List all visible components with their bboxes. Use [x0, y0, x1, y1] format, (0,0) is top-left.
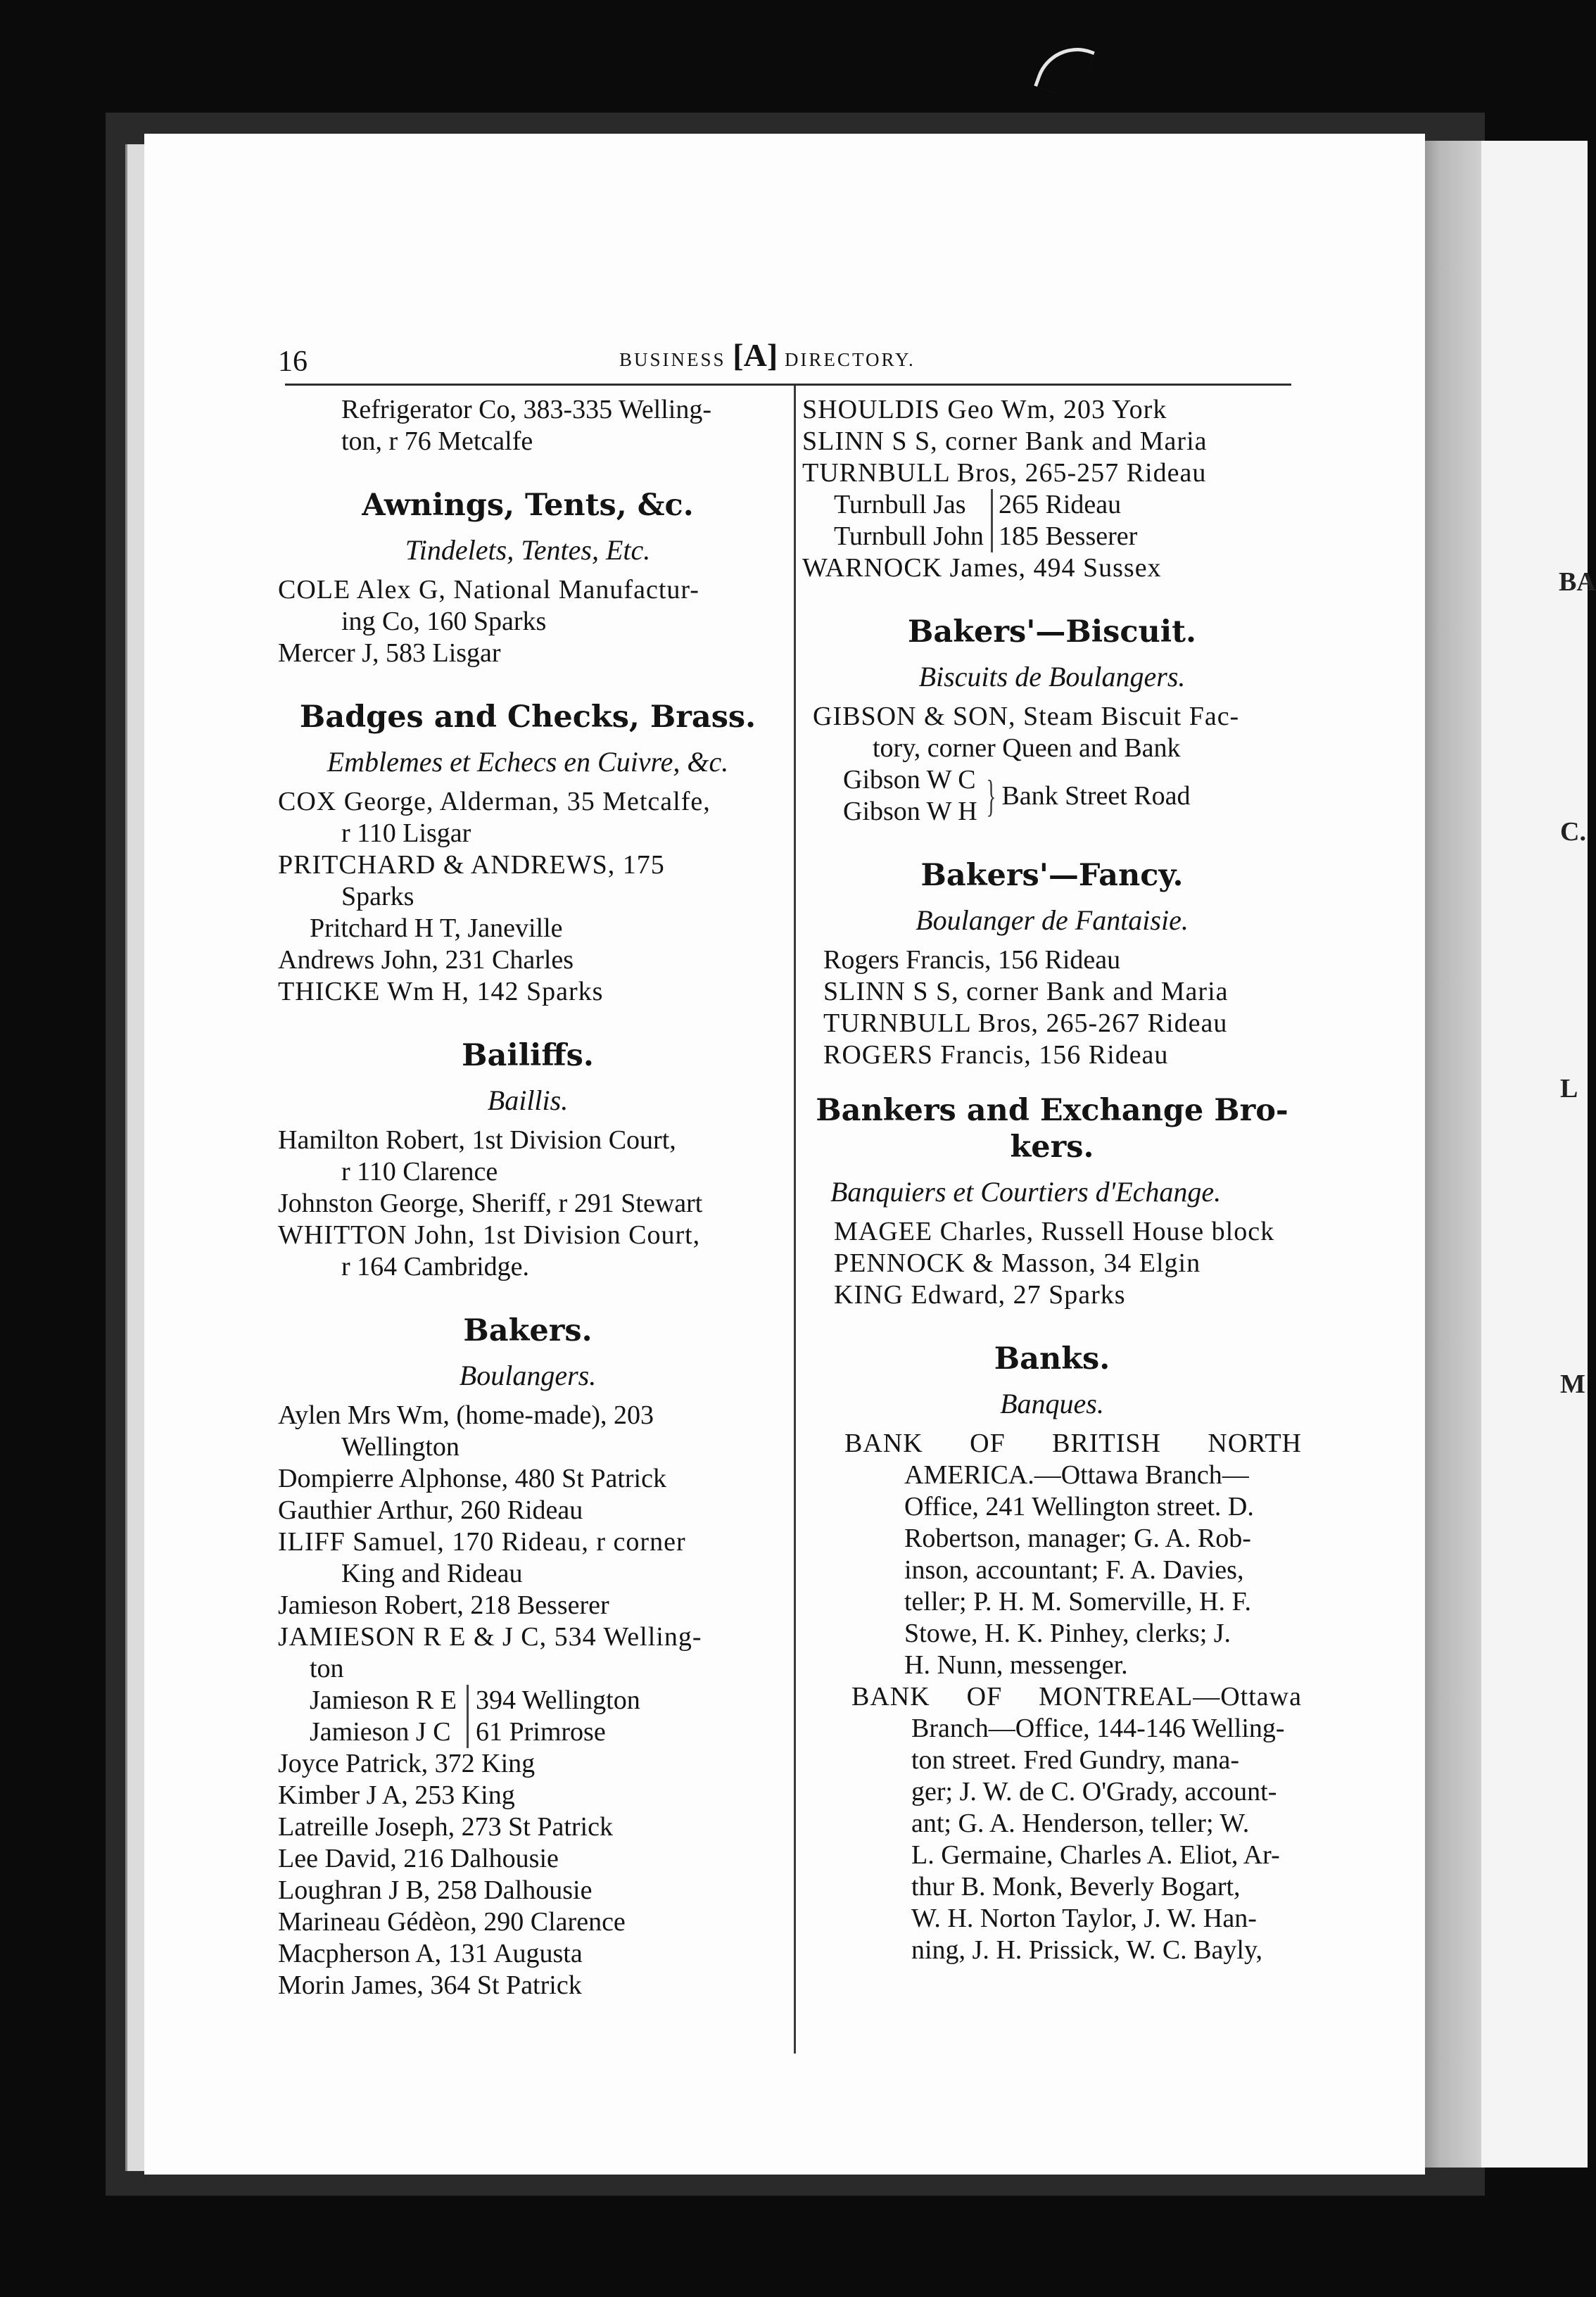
section-heading: Bakers'—Biscuit.: [908, 614, 1196, 650]
entry-line: tory, corner Queen and Bank: [873, 733, 1181, 763]
running-head-left: BUSINESS: [619, 349, 726, 370]
entry-line: Jamieson R E: [310, 1685, 457, 1715]
entry-line: 265 Rideau: [998, 490, 1122, 519]
entry-line: teller; P. H. M. Somerville, H. F.: [904, 1587, 1252, 1616]
section-heading: Bakers.: [463, 1313, 593, 1348]
brace-names: [843, 764, 977, 828]
section-heading-line: kers.: [1010, 1129, 1094, 1165]
entry-line: Turnbull John: [834, 521, 984, 551]
section-subtitle: Baillis.: [487, 1084, 569, 1116]
entry-line: 185 Besserer: [998, 521, 1138, 551]
brace-group: [802, 489, 1302, 552]
entry-line: Lee David, 216 Dalhousie: [278, 1844, 559, 1873]
entry-line: Sparks: [341, 882, 414, 911]
entry-line: Refrigerator Co, 383-335 Welling-: [341, 395, 712, 424]
facing-letter: C.: [1560, 817, 1586, 847]
entry-line: W. H. Norton Taylor, J. W. Han-: [911, 1904, 1257, 1933]
section-heading: [802, 1092, 1302, 1165]
entry-line: Jamieson Robert, 218 Besserer: [278, 1590, 609, 1620]
entry-line: Mercer J, 583 Lisgar: [278, 638, 501, 668]
entry-line: Loughran J B, 258 Dalhousie: [278, 1875, 593, 1905]
entry-line: ton: [310, 1654, 344, 1683]
section-heading: Badges and Checks, Brass.: [299, 700, 756, 735]
entry-line: ton, r 76 Metcalfe: [341, 426, 533, 456]
entry-line: Stowe, H. K. Pinhey, clerks; J.: [904, 1619, 1231, 1648]
right-column: [802, 394, 1302, 1966]
entry-line: ROGERS Francis, 156 Rideau: [823, 1040, 1169, 1070]
column-divider: [794, 386, 796, 2054]
entry-line: 394 Wellington: [475, 1685, 640, 1715]
entry-line: Gauthier Arthur, 260 Rideau: [278, 1495, 583, 1525]
entry-line: Gibson W C: [843, 765, 976, 795]
entry-line: Marineau Gédèon, 290 Clarence: [278, 1907, 626, 1937]
entry-line: Kimber J A, 253 King: [278, 1780, 515, 1810]
section-heading: Bailiffs.: [462, 1038, 594, 1073]
entry-line: Gibson W H: [843, 797, 977, 826]
section-subtitle: Banquiers et Courtiers d'Echange.: [830, 1176, 1222, 1208]
entry-line: JAMIESON R E & J C, 534 Welling-: [278, 1622, 702, 1652]
entry-line: Latreille Joseph, 273 St Patrick: [278, 1812, 613, 1842]
scanner-clip: [1034, 36, 1095, 101]
entry-line: ning, J. H. Prissick, W. C. Bayly,: [911, 1935, 1262, 1965]
entry-line: KING Edward, 27 Sparks: [834, 1280, 1126, 1310]
brace-address: Bank Street Road: [1001, 780, 1191, 811]
entry-line: Morin James, 364 St Patrick: [278, 1970, 582, 2000]
facing-letter: BA: [1559, 567, 1596, 597]
entry-line: Macpherson A, 131 Augusta: [278, 1939, 583, 1968]
entry-line: TURNBULL Bros, 265-267 Rideau: [823, 1008, 1228, 1038]
section-heading: Bakers'—Fancy.: [920, 858, 1184, 893]
entry-line: MAGEE Charles, Russell House block: [834, 1217, 1275, 1246]
entry-line: ton street. Fred Gundry, mana-: [911, 1745, 1240, 1775]
entry-line: WHITTON John, 1st Division Court,: [278, 1220, 701, 1250]
entry-line: TURNBULL Bros, 265-257 Rideau: [802, 458, 1207, 488]
bank-heading: BANK OF BRITISH NORTH: [844, 1429, 1302, 1458]
entry-line: 61 Primrose: [475, 1717, 606, 1747]
section-subtitle: Biscuits de Boulangers.: [918, 661, 1186, 692]
left-column: [278, 394, 778, 2001]
brace-group: [802, 764, 1302, 828]
entry-line: Jamieson J C: [310, 1717, 451, 1747]
entry-line: ger; J. W. de C. O'Grady, account-: [911, 1777, 1277, 1806]
page-number: 16: [278, 346, 308, 378]
entry-line: H. Nunn, messenger.: [904, 1650, 1128, 1680]
entry-line: L. Germaine, Charles A. Eliot, Ar-: [911, 1840, 1280, 1870]
brace-addresses: [991, 489, 1137, 552]
section-subtitle: Emblemes et Echecs en Cuivre, &c.: [327, 746, 729, 778]
running-head: [619, 336, 916, 374]
entry-line: r 164 Cambridge.: [341, 1252, 530, 1282]
bank-heading: BANK OF MONTREAL—Ottawa: [851, 1682, 1302, 1711]
section-subtitle: Tindelets, Tentes, Etc.: [405, 534, 651, 566]
entry-line: Robertson, manager; G. A. Rob-: [904, 1524, 1251, 1553]
section-subtitle: Boulangers.: [459, 1360, 597, 1391]
entry-line: SHOULDIS Geo Wm, 203 York: [802, 395, 1167, 424]
entry-line: Wellington: [341, 1432, 460, 1462]
entry-line: THICKE Wm H, 142 Sparks: [278, 977, 604, 1006]
entry-line: PRITCHARD & ANDREWS, 175: [278, 850, 665, 880]
facing-letter: L: [1560, 1074, 1578, 1103]
brace-names: [834, 489, 984, 552]
entry-line: r 110 Clarence: [341, 1157, 498, 1187]
entry-line: GIBSON & SON, Steam Biscuit Fac-: [813, 702, 1240, 731]
brace-group: [278, 1685, 778, 1748]
entry-line: r 110 Lisgar: [341, 818, 471, 848]
entry-line: SLINN S S, corner Bank and Maria: [823, 977, 1229, 1006]
entry-line: COLE Alex G, National Manufactur-: [278, 575, 699, 605]
entry-line: Branch—Office, 144-146 Welling-: [911, 1714, 1285, 1743]
facing-letter: M: [1560, 1369, 1585, 1399]
entry-line: Dompierre Alphonse, 480 St Patrick: [278, 1464, 666, 1493]
entry-line: Hamilton Robert, 1st Division Court,: [278, 1125, 676, 1155]
brace-icon: }: [986, 771, 996, 821]
entry-line: Pritchard H T, Janeville: [310, 913, 563, 943]
section-heading-line: Bankers and Exchange Bro-: [816, 1093, 1288, 1128]
section-heading: Awnings, Tents, &c.: [362, 488, 694, 523]
facing-page: [1481, 141, 1596, 2168]
entry-line: Turnbull Jas: [834, 490, 966, 519]
entry-line: ILIFF Samuel, 170 Rideau, r corner: [278, 1527, 686, 1557]
entry-line: AMERICA.—Ottawa Branch—: [904, 1460, 1249, 1490]
brace-names: [310, 1685, 457, 1748]
section-heading: Banks.: [994, 1341, 1110, 1377]
entry-line: Rogers Francis, 156 Rideau: [823, 945, 1121, 975]
entry-line: SLINN S S, corner Bank and Maria: [802, 426, 1208, 456]
running-head-letter: [A]: [733, 337, 778, 373]
header-rule: [285, 384, 1291, 386]
running-head-right: DIRECTORY.: [784, 349, 916, 370]
section-subtitle: Boulanger de Fantaisie.: [916, 904, 1189, 936]
entry-line: PENNOCK & Masson, 34 Elgin: [834, 1248, 1201, 1278]
entry-line: COX George, Alderman, 35 Metcalfe,: [278, 787, 711, 816]
entry-line: Johnston George, Sheriff, r 291 Stewart: [278, 1189, 703, 1218]
brace-addresses: [467, 1685, 640, 1748]
entry-line: ing Co, 160 Sparks: [341, 607, 547, 636]
entry-line: Andrews John, 231 Charles: [278, 945, 574, 975]
entry-line: inson, accountant; F. A. Davies,: [904, 1555, 1244, 1585]
entry-line: King and Rideau: [341, 1559, 523, 1588]
entry-line: Office, 241 Wellington street. D.: [904, 1492, 1254, 1521]
section-subtitle: Banques.: [1000, 1388, 1104, 1419]
entry-line: ant; G. A. Henderson, teller; W.: [911, 1809, 1250, 1838]
entry-line: Joyce Patrick, 372 King: [278, 1749, 536, 1778]
entry-line: Aylen Mrs Wm, (home-made), 203: [278, 1400, 654, 1430]
entry-line: WARNOCK James, 494 Sussex: [802, 553, 1162, 583]
entry-line: thur B. Monk, Beverly Bogart,: [911, 1872, 1241, 1901]
